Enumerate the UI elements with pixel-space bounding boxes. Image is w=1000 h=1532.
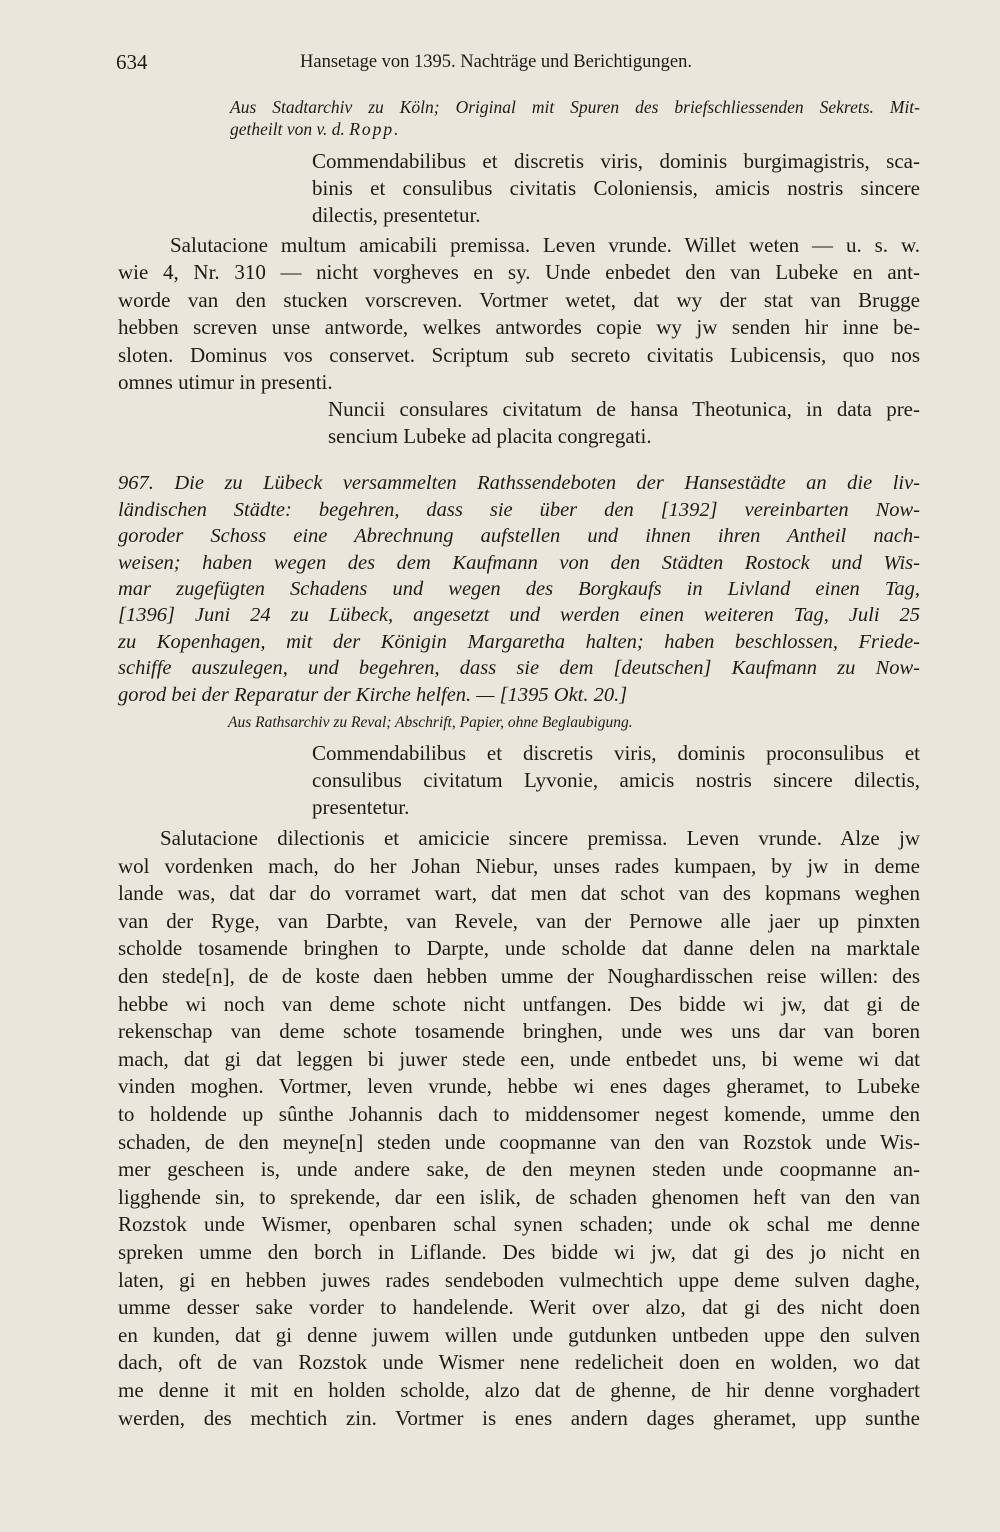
signature-line: sencium Lubeke ad placita congregati. bbox=[328, 424, 652, 449]
summary-line: goroder Schoss eine Abrechnung aufstellen und ihnen ihren Antheil nach- bbox=[118, 525, 920, 548]
address-block-cologne bbox=[312, 148, 920, 229]
text-line: en kunden, dat gi denne juwem willen unde gutdunken untbeden uppe den sulven bbox=[118, 1322, 920, 1347]
source-line: Aus Stadtarchiv zu Köln; Original mit Spuren des briefschliessenden Sekrets. Mit- bbox=[230, 97, 920, 117]
running-title: Hansetage von 1395. Nachträge und Berichtigungen. bbox=[300, 52, 692, 72]
text-line: hebben screven unse antworde, welkes antwordes copie wy jw senden hir inne be- bbox=[118, 315, 920, 340]
source-note-cologne bbox=[230, 96, 920, 140]
address-line: presentetur. bbox=[312, 795, 410, 820]
text-line: umme desser sake vorder to handelende. Werit over alzo, dat gi des nicht doen bbox=[118, 1295, 920, 1320]
summary-line: [1396] Juni 24 zu Lübeck, angesetzt und werden einen weiteren Tag, Juli 25 bbox=[118, 604, 920, 627]
text-line: vinden moghen. Vortmer, leven vrunde, hebbe wi enes dages gheramet, to Lubeke bbox=[118, 1074, 920, 1099]
text-line: dach, oft de van Rozstok unde Wismer nene redelicheit doen en wolden, wo dat bbox=[118, 1350, 920, 1375]
summary-line: zu Kopenhagen, mit der Königin Margaretha halten; haben beschlossen, Friede- bbox=[118, 630, 920, 653]
summary-line: weisen; haben wegen des dem Kaufmann von den Städten Rostock und Wis- bbox=[118, 551, 920, 574]
signature-line: Nuncii consulares civitatum de hansa Theotunica, in data pre- bbox=[328, 397, 920, 422]
text-line: mer gescheen is, unde andere sake, de den meynen steden unde coopmanne an- bbox=[118, 1157, 920, 1182]
source-note-reval: Aus Rathsarchiv zu Reval; Abschrift, Papier, ohne Beglaubigung. bbox=[228, 714, 633, 732]
source-line bbox=[230, 118, 920, 140]
summary-line bbox=[118, 470, 921, 496]
letter-text-cologne bbox=[118, 232, 920, 396]
text-line: scholde tosamende bringhen to Darpte, unde scholde dat danne delen na marktale bbox=[118, 936, 920, 961]
page-number: 634 bbox=[116, 50, 148, 74]
text-line: to holdende up sûnthe Johannis dach to middensomer negest komende, umme den bbox=[118, 1102, 920, 1127]
text-line: van der Ryge, van Darbte, van Revele, van der Pernowe alle jaer up pinxten bbox=[118, 908, 920, 933]
text-line: me denne it mit en holden scholde, alzo dat de ghenne, de hir denne vorghadert bbox=[118, 1377, 920, 1402]
address-line: binis et consulibus civitatis Coloniensis, amicis nostris sincere bbox=[312, 176, 920, 200]
summary-line-text: Die zu Lübeck versammelten Rathssendeboten der Hansestädte an die liv- bbox=[174, 472, 921, 495]
address-block-livonia bbox=[312, 740, 920, 821]
address-line: Commendabilibus et discretis viris, dominis burgimagistris, sca- bbox=[312, 149, 920, 173]
text-line: Salutacione multum amicabili premissa. Leven vrunde. Willet weten — u. s. w. bbox=[170, 233, 920, 257]
text-line: lande was, dat dar do vorramet wart, dat men dat schot van des kopmans weghen bbox=[118, 881, 920, 906]
address-line: Commendabilibus et discretis viris, dominis proconsulibus et bbox=[312, 741, 920, 766]
text-line: hebbe wi noch van deme schote nicht untfangen. Des bidde wi jw, dat gi de bbox=[118, 991, 920, 1016]
summary-line: gorod bei der Reparatur der Kirche helfen. — [1395 Okt. 20.] bbox=[118, 683, 628, 706]
address-line: dilectis, presentetur. bbox=[312, 203, 481, 227]
source-line-name: Ropp. bbox=[349, 119, 401, 139]
text-line: ligghende sin, to sprekende, dar een islik, de schaden ghenomen heft van den van bbox=[118, 1184, 920, 1209]
page-header bbox=[116, 50, 922, 80]
text-line: werden, des mechtich zin. Vortmer is enes andern dages gheramet, upp sunthe bbox=[118, 1405, 920, 1430]
text-line: rekenschap van deme schote tosamende bringhen, unde wes uns dar van boren bbox=[118, 1019, 920, 1044]
text-line: spreken umme den borch in Liflande. Des bidde wi jw, dat gi des jo nicht en bbox=[118, 1240, 920, 1264]
page-body bbox=[118, 96, 920, 1432]
text-line: Salutacione dilectionis et amicicie sincere premissa. Leven vrunde. Alze jw bbox=[160, 826, 920, 851]
text-line: schaden, de den meyne[n] steden unde coopmanne van den van Rozstok unde Wis- bbox=[118, 1129, 920, 1154]
source-line-prefix: getheilt von v. d. bbox=[230, 119, 350, 139]
entry-number: 967. bbox=[118, 472, 154, 495]
signature-block bbox=[328, 396, 920, 450]
text-line: wol vordenken mach, do her Johan Niebur, unses rades kumpaen, by jw in deme bbox=[118, 853, 920, 878]
text-line: omnes utimur in presenti. bbox=[118, 370, 333, 395]
text-line: Rozstok unde Wismer, openbaren schal synen schaden; unde ok schal me denne bbox=[118, 1212, 920, 1237]
text-line: den stede[n], de de koste daen hebben umme der Noughardisschen reise willen: des bbox=[118, 964, 920, 989]
summary-line: mar zugefügten Schadens und wegen des Borgkaufs in Livland einen Tag, bbox=[118, 578, 920, 601]
summary-line: ländischen Städte: begehren, dass sie über den [1392] vereinbarten Now- bbox=[118, 498, 920, 521]
text-line: sloten. Dominus vos conservet. Scriptum sub secreto civitatis Lubicensis, quo nos bbox=[118, 342, 920, 367]
address-line: consulibus civitatum Lyvonie, amicis nostris sincere dilectis, bbox=[312, 768, 920, 793]
text-line: mach, dat gi dat leggen bi juwer stede een, unde entbedet uns, bi weme wi dat bbox=[118, 1046, 920, 1071]
summary-line: schiffe auszulegen, und begehren, dass sie dem [deutschen] Kaufmann zu Now- bbox=[118, 657, 920, 680]
text-line: laten, gi en hebben juwes rades sendeboden vulmechtich uppe deme sulven daghe, bbox=[118, 1267, 920, 1292]
entry-967-summary bbox=[118, 470, 920, 708]
letter-text-livonia bbox=[118, 825, 920, 1432]
text-line: worde van den stucken vorscreven. Vortmer wetet, dat wy der stat van Brugge bbox=[118, 287, 920, 312]
text-line: wie 4, Nr. 310 — nicht vorgheves en sy. Unde enbedet den van Lubeke en ant- bbox=[118, 260, 920, 285]
